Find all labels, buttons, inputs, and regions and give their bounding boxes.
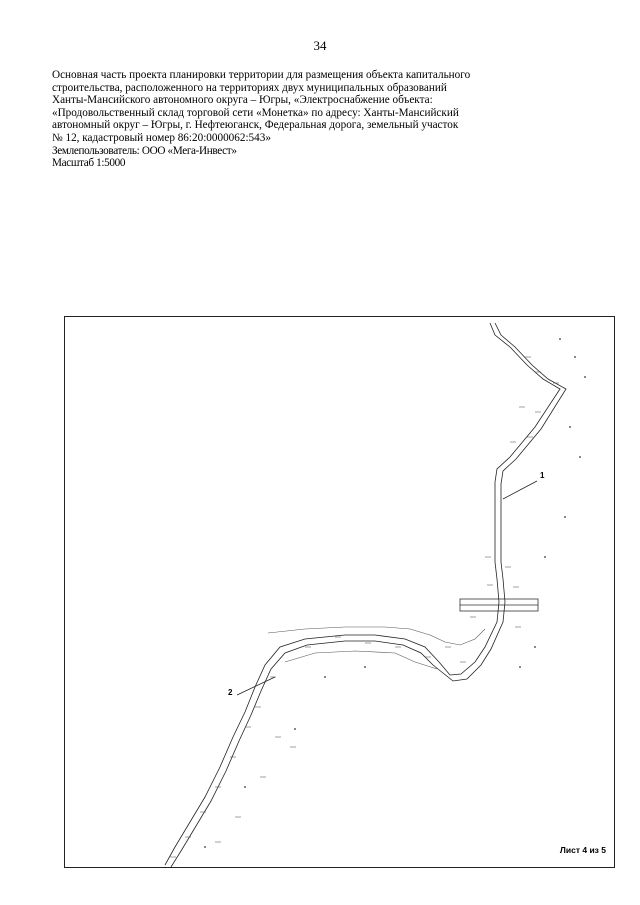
- page-number: 34: [313, 38, 327, 53]
- route-1-line: [165, 323, 560, 865]
- road-outline: [268, 627, 485, 645]
- header-line-1: Основная часть проекта планировки территории для размещения объекта капитального: [52, 69, 471, 81]
- land-user: Землепользователь: ООО «Мега-Инвест»: [52, 144, 237, 157]
- sheet-label: Лист 4 из 5: [559, 845, 606, 855]
- header-line-5: автономный округ – Югры, г. Нефтеюганск, Федеральная дорога, земельный участок: [52, 119, 459, 132]
- header-line-6: № 12, кадастровый номер 86:20:0000062:543»: [52, 131, 271, 144]
- header-line-3: Ханты-Мансийского автономного округа – Югры, «Электроснабжение объекта:: [52, 94, 433, 107]
- header-line-4: «Продовольственный склад торговой сети «Монетка» по адресу: Ханты-Мансийский: [52, 106, 459, 119]
- route-1-line-offset: [171, 323, 566, 867]
- header-line-2: строительства, расположенного на территориях двух муниципальных образований: [52, 81, 447, 94]
- scale: Масштаб 1:5000: [52, 157, 126, 170]
- leader-1: [503, 481, 537, 499]
- map-drawing: [65, 317, 615, 868]
- route-label-2: 2: [228, 688, 233, 697]
- road-outline-lower: [285, 651, 437, 669]
- leader-2: [237, 677, 275, 695]
- document-header: [52, 69, 532, 170]
- route-label-1: 1: [540, 471, 545, 480]
- map-drawing-frame: [64, 316, 615, 868]
